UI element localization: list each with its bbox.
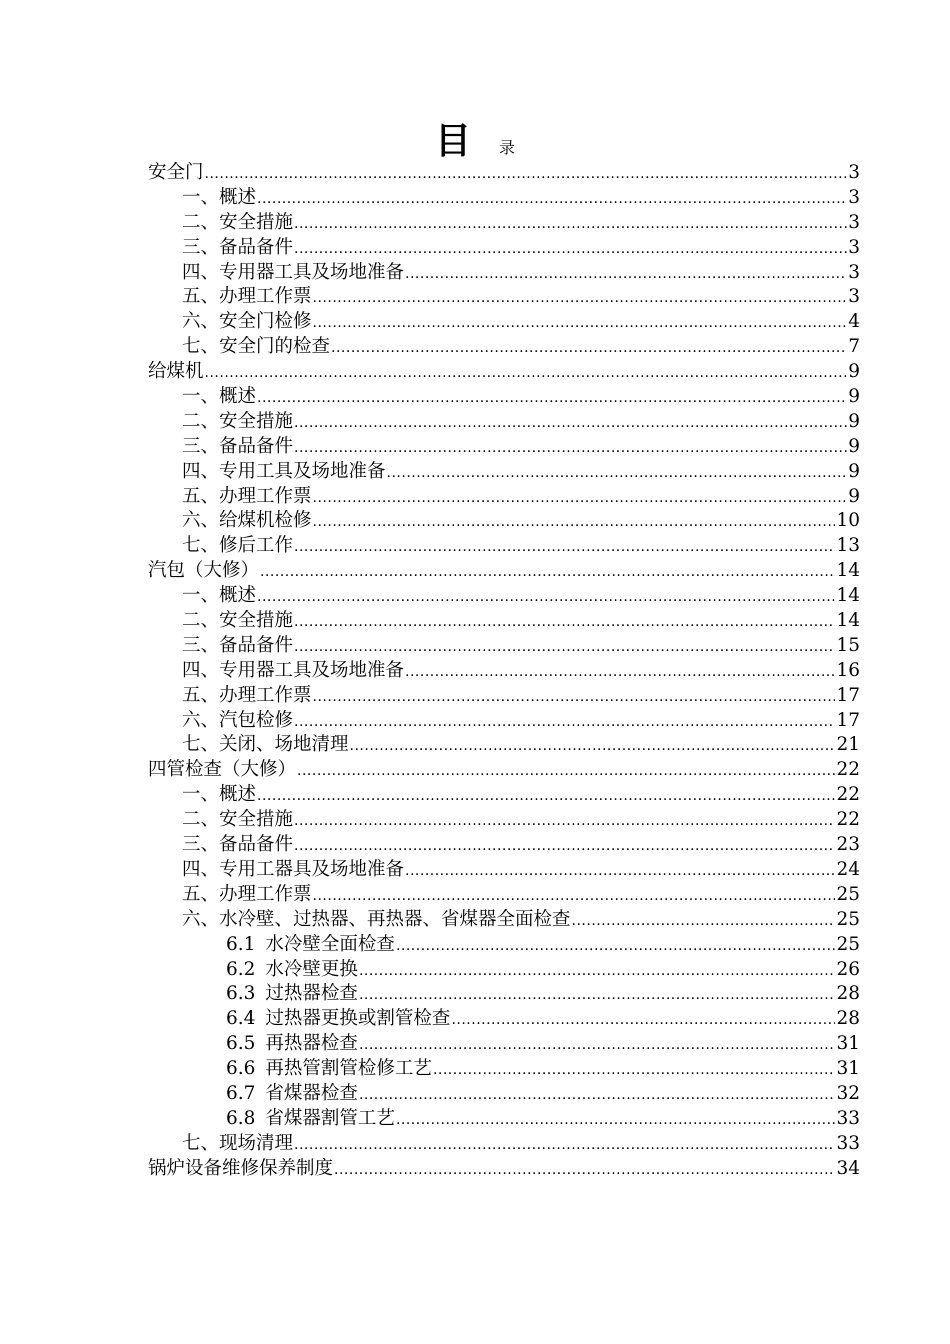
toc-entry-page: 13 [836, 535, 860, 557]
toc-entry-title: 四、专用器工具及场地准备 [182, 261, 405, 283]
toc-entry-page: 9 [848, 410, 860, 432]
toc-entry-page: 15 [836, 634, 860, 656]
dot-leader [257, 386, 847, 411]
toc-entry-page: 26 [836, 958, 860, 980]
toc-entry-title: 四、专用工器具及场地准备 [182, 858, 405, 880]
dot-leader [433, 1058, 836, 1083]
dot-leader [294, 710, 835, 735]
toc-entry-page: 3 [848, 211, 860, 233]
toc-entry-title: 五、办理工作票 [182, 485, 312, 507]
toc-entry-page: 28 [836, 1008, 860, 1030]
toc-entry-number: 6.7 [226, 1082, 256, 1104]
toc-entry[interactable] [148, 709, 860, 734]
toc-entry[interactable] [148, 833, 860, 858]
dot-leader [313, 286, 848, 311]
toc-entry-title: 汽包（大修） [148, 560, 260, 582]
table-of-contents [148, 161, 860, 1182]
toc-entry[interactable] [148, 485, 860, 510]
toc-entry-title: 再热器检查 [265, 1033, 358, 1055]
toc-entry[interactable] [148, 858, 860, 883]
toc-entry[interactable] [148, 410, 860, 435]
dot-leader [294, 1133, 835, 1158]
toc-entry[interactable] [148, 584, 860, 609]
toc-entry-number: 6.5 [226, 1033, 256, 1055]
toc-entry-title: 安全门 [148, 162, 204, 183]
toc-entry[interactable] [148, 335, 860, 360]
toc-heading-sub: 录 [499, 138, 516, 157]
dot-leader [297, 759, 835, 784]
dot-leader [350, 734, 836, 759]
dot-leader [294, 635, 835, 660]
toc-entry-title: 五、办理工作票 [182, 883, 312, 905]
toc-entry-page: 9 [848, 386, 860, 408]
toc-entry-number: 6.3 [226, 983, 256, 1005]
toc-entry-page: 9 [848, 361, 860, 383]
toc-entry[interactable] [148, 534, 860, 559]
toc-entry-title: 水冷壁更换 [265, 958, 358, 980]
toc-entry-page: 25 [836, 883, 860, 905]
toc-entry[interactable] [148, 435, 860, 460]
toc-entry-page: 17 [836, 684, 860, 706]
toc-entry-number: 6.8 [226, 1107, 256, 1129]
toc-entry-title: 六、给煤机检修 [182, 510, 312, 532]
toc-entry-title: 给煤机 [148, 361, 204, 383]
dot-leader [396, 1108, 836, 1133]
toc-entry[interactable] [148, 758, 860, 783]
dot-leader [313, 311, 848, 336]
toc-entry[interactable] [148, 186, 860, 211]
toc-entry[interactable] [148, 1157, 860, 1182]
toc-entry-title: 六、水冷壁、过热器、再热器、省煤器全面检查 [182, 908, 571, 930]
toc-entry[interactable] [148, 285, 860, 310]
dot-leader [294, 610, 835, 635]
toc-entry[interactable] [148, 1057, 860, 1082]
toc-entry-title: 七、关闭、场地清理 [182, 734, 349, 756]
toc-entry-page: 25 [836, 908, 860, 930]
toc-entry-title: 一、概述 [182, 186, 257, 208]
toc-entry-page: 14 [836, 610, 860, 632]
toc-heading [0, 113, 950, 164]
toc-entry-page: 9 [848, 460, 860, 482]
dot-leader [313, 486, 848, 511]
toc-entry[interactable] [148, 559, 860, 584]
toc-entry-title: 四管检查（大修） [148, 759, 297, 781]
toc-entry-title: 一、概述 [182, 585, 257, 607]
toc-entry-page: 34 [836, 1157, 860, 1179]
toc-entry-title: 五、办理工作票 [182, 286, 312, 308]
toc-entry-page: 22 [836, 759, 860, 781]
toc-entry-number: 6.4 [226, 1008, 256, 1030]
toc-entry-page: 7 [848, 336, 860, 358]
toc-entry[interactable] [148, 261, 860, 286]
dot-leader [334, 1158, 835, 1183]
toc-entry[interactable] [148, 958, 860, 983]
toc-entry[interactable] [148, 908, 860, 933]
toc-entry-page: 9 [848, 485, 860, 507]
dot-leader [451, 1008, 835, 1033]
dot-leader [205, 361, 848, 386]
toc-entry-page: 3 [848, 162, 860, 183]
toc-entry-page: 3 [848, 286, 860, 308]
dot-leader [260, 560, 835, 585]
toc-entry-title: 五、办理工作票 [182, 684, 312, 706]
toc-entry[interactable] [148, 684, 860, 709]
toc-entry[interactable] [148, 211, 860, 236]
toc-entry-page: 14 [836, 585, 860, 607]
toc-entry[interactable] [148, 783, 860, 808]
toc-entry-page: 33 [836, 1132, 860, 1154]
dot-leader [405, 262, 847, 287]
dot-leader [294, 809, 835, 834]
toc-entry-page: 25 [836, 933, 860, 955]
toc-entry[interactable] [148, 1132, 860, 1157]
toc-entry-page: 31 [836, 1058, 860, 1080]
toc-entry-page: 3 [848, 186, 860, 208]
toc-entry-number: 6.6 [226, 1058, 256, 1080]
dot-leader [405, 859, 835, 884]
toc-entry-page: 17 [836, 709, 860, 731]
toc-entry[interactable] [148, 609, 860, 634]
toc-entry[interactable] [148, 1007, 860, 1032]
toc-entry[interactable] [148, 659, 860, 684]
toc-entry-page: 21 [836, 734, 860, 756]
toc-entry[interactable] [148, 883, 860, 908]
toc-entry-page: 9 [848, 435, 860, 457]
dot-leader [359, 959, 836, 984]
dot-leader [387, 461, 848, 486]
toc-entry-title: 二、安全措施 [182, 809, 294, 831]
toc-entry[interactable] [148, 360, 860, 385]
dot-leader [572, 909, 836, 934]
toc-entry[interactable] [148, 733, 860, 758]
toc-entry-title: 一、概述 [182, 386, 257, 408]
dot-leader [257, 784, 835, 809]
toc-entry-title: 二、安全措施 [182, 610, 294, 632]
toc-entry-page: 14 [836, 560, 860, 582]
dot-leader [359, 1083, 836, 1108]
toc-entry-title: 过热器检查 [265, 983, 358, 1005]
dot-leader [294, 436, 847, 461]
toc-entry-number: 6.2 [226, 958, 256, 980]
toc-entry-title: 省煤器割管工艺 [265, 1107, 395, 1129]
dot-leader [396, 934, 836, 959]
toc-entry-title: 六、汽包检修 [182, 709, 294, 731]
dot-leader [313, 884, 836, 909]
dot-leader [257, 187, 847, 212]
toc-entry[interactable] [148, 385, 860, 410]
toc-entry-number: 6.1 [226, 933, 256, 955]
toc-entry-title: 二、安全措施 [182, 211, 294, 233]
toc-entry[interactable] [148, 1082, 860, 1107]
toc-entry-title: 三、备品备件 [182, 834, 294, 856]
toc-entry-page: 22 [836, 784, 860, 806]
toc-entry-title: 七、安全门的检查 [182, 336, 331, 358]
dot-leader [257, 585, 835, 610]
dot-leader [294, 535, 835, 560]
toc-entry-title: 省煤器检查 [265, 1082, 358, 1104]
toc-entry-title: 三、备品备件 [182, 236, 294, 258]
toc-entry-title: 七、现场清理 [182, 1132, 294, 1154]
toc-entry-title: 三、备品备件 [182, 634, 294, 656]
toc-entry-title: 六、安全门检修 [182, 311, 312, 333]
toc-entry-title: 二、安全措施 [182, 410, 294, 432]
toc-entry-title: 七、修后工作 [182, 535, 294, 557]
toc-entry-title: 一、概述 [182, 784, 257, 806]
toc-entry-page: 33 [836, 1107, 860, 1129]
dot-leader [313, 685, 836, 710]
dot-leader [331, 336, 847, 361]
toc-entry-page: 32 [836, 1082, 860, 1104]
toc-entry-title: 三、备品备件 [182, 435, 294, 457]
toc-entry-page: 3 [848, 236, 860, 258]
dot-leader [294, 237, 847, 262]
toc-entry[interactable] [148, 310, 860, 335]
toc-entry-title: 锅炉设备维修保养制度 [148, 1157, 334, 1179]
toc-entry-page: 3 [848, 261, 860, 283]
toc-entry[interactable] [148, 634, 860, 659]
dot-leader [359, 983, 836, 1008]
dot-leader [294, 411, 847, 436]
toc-entry-title: 四、专用器工具及场地准备 [182, 659, 405, 681]
toc-entry[interactable] [148, 808, 860, 833]
toc-entry-title: 过热器更换或割管检查 [265, 1008, 451, 1030]
toc-entry[interactable] [148, 460, 860, 485]
toc-entry-page: 22 [836, 809, 860, 831]
toc-entry-title: 水冷壁全面检查 [265, 933, 395, 955]
toc-entry[interactable] [148, 1032, 860, 1057]
toc-entry-page: 28 [836, 983, 860, 1005]
toc-entry[interactable] [148, 236, 860, 261]
dot-leader [294, 834, 835, 859]
toc-entry[interactable] [148, 1107, 860, 1132]
toc-entry-page: 31 [836, 1033, 860, 1055]
toc-entry[interactable] [148, 982, 860, 1007]
dot-leader [405, 660, 835, 685]
toc-entry-title: 再热管割管检修工艺 [265, 1058, 432, 1080]
toc-entry-page: 16 [836, 659, 860, 681]
toc-entry[interactable] [148, 509, 860, 534]
toc-entry-title: 四、专用工具及场地准备 [182, 460, 386, 482]
dot-leader [205, 162, 848, 187]
toc-entry-page: 10 [836, 510, 860, 532]
dot-leader [313, 510, 836, 535]
toc-entry-page: 24 [836, 858, 860, 880]
toc-entry[interactable] [148, 161, 860, 186]
dot-leader [294, 212, 847, 237]
toc-entry[interactable] [148, 933, 860, 958]
toc-entry-page: 4 [848, 311, 860, 333]
toc-heading-main: 目 [434, 120, 471, 162]
toc-entry-page: 23 [836, 834, 860, 856]
dot-leader [359, 1033, 836, 1058]
